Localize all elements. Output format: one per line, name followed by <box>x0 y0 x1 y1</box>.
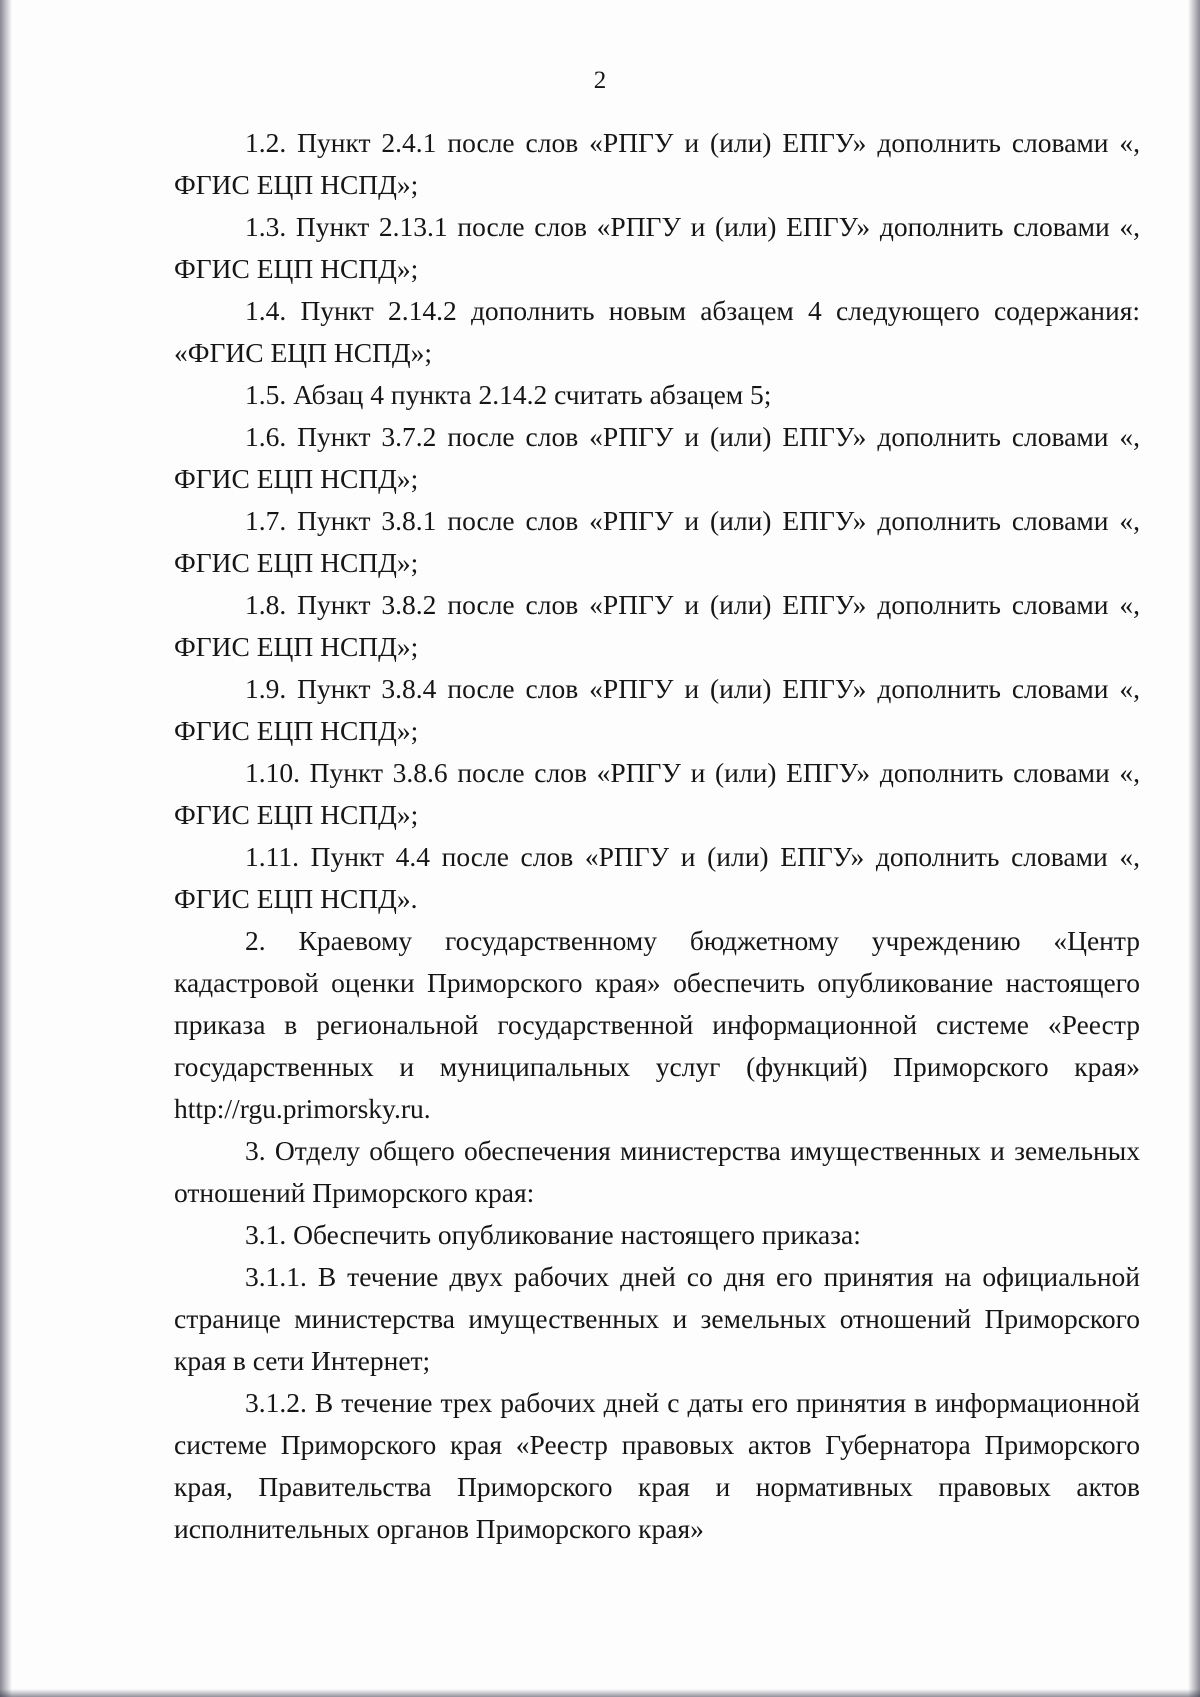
scan-shadow-left <box>0 0 12 1697</box>
scan-shadow-right <box>1188 0 1200 1697</box>
document-body <box>174 122 1140 1550</box>
paragraph-3-1: 3.1. Обеспечить опубликование настоящего приказа: <box>245 1219 861 1250</box>
page-number: 2 <box>593 67 607 94</box>
paragraph-1-2: 1.2. Пункт 2.4.1 после слов «РПГУ и (или) ЕПГУ» дополнить словами «, ФГИС ЕЦП НСПД»; <box>174 127 1140 200</box>
paragraph-3-1-2: 3.1.2. В течение трех рабочих дней с даты его принятия в информационной системе Приморского края «Реестр правовых актов Губернатора Приморского края, Правительства Приморского края и нормативных правовых актов исполнительных органов Приморского края» <box>174 1387 1140 1544</box>
paragraph-1-9: 1.9. Пункт 3.8.4 после слов «РПГУ и (или) ЕПГУ» дополнить словами «, ФГИС ЕЦП НСПД»; <box>174 673 1140 746</box>
paragraph-3: 3. Отделу общего обеспечения министерства имущественных и земельных отношений Приморского края: <box>174 1135 1140 1208</box>
paragraph-3-1-1: 3.1.1. В течение двух рабочих дней со дня его принятия на официальной странице министерства имущественных и земельных отношений Приморского края в сети Интернет; <box>174 1261 1140 1376</box>
scan-shadow-bottom <box>0 1689 1200 1697</box>
paragraph-1-3: 1.3. Пункт 2.13.1 после слов «РПГУ и (или) ЕПГУ» дополнить словами «, ФГИС ЕЦП НСПД»; <box>174 211 1140 284</box>
paragraph-1-6: 1.6. Пункт 3.7.2 после слов «РПГУ и (или) ЕПГУ» дополнить словами «, ФГИС ЕЦП НСПД»; <box>174 421 1140 494</box>
paragraph-1-5: 1.5. Абзац 4 пункта 2.14.2 считать абзацем 5; <box>245 379 772 410</box>
paragraph-1-11: 1.11. Пункт 4.4 после слов «РПГУ и (или) ЕПГУ» дополнить словами «, ФГИС ЕЦП НСПД». <box>174 841 1140 914</box>
paragraph-1-8: 1.8. Пункт 3.8.2 после слов «РПГУ и (или) ЕПГУ» дополнить словами «, ФГИС ЕЦП НСПД»; <box>174 589 1140 662</box>
paragraph-2: 2. Краевому государственному бюджетному учреждению «Центр кадастровой оценки Приморского края» обеспечить опубликование настоящего приказа в региональной государственной информационной системе «Реестр государственных и муниципальных услуг (функций) Приморского края» http://rgu.primorsky.ru. <box>174 925 1140 1124</box>
paragraph-1-4: 1.4. Пункт 2.14.2 дополнить новым абзацем 4 следующего содержания: «ФГИС ЕЦП НСПД»; <box>174 295 1140 368</box>
paragraph-1-10: 1.10. Пункт 3.8.6 после слов «РПГУ и (или) ЕПГУ» дополнить словами «, ФГИС ЕЦП НСПД»; <box>174 757 1140 830</box>
paragraph-1-7: 1.7. Пункт 3.8.1 после слов «РПГУ и (или) ЕПГУ» дополнить словами «, ФГИС ЕЦП НСПД»; <box>174 505 1140 578</box>
